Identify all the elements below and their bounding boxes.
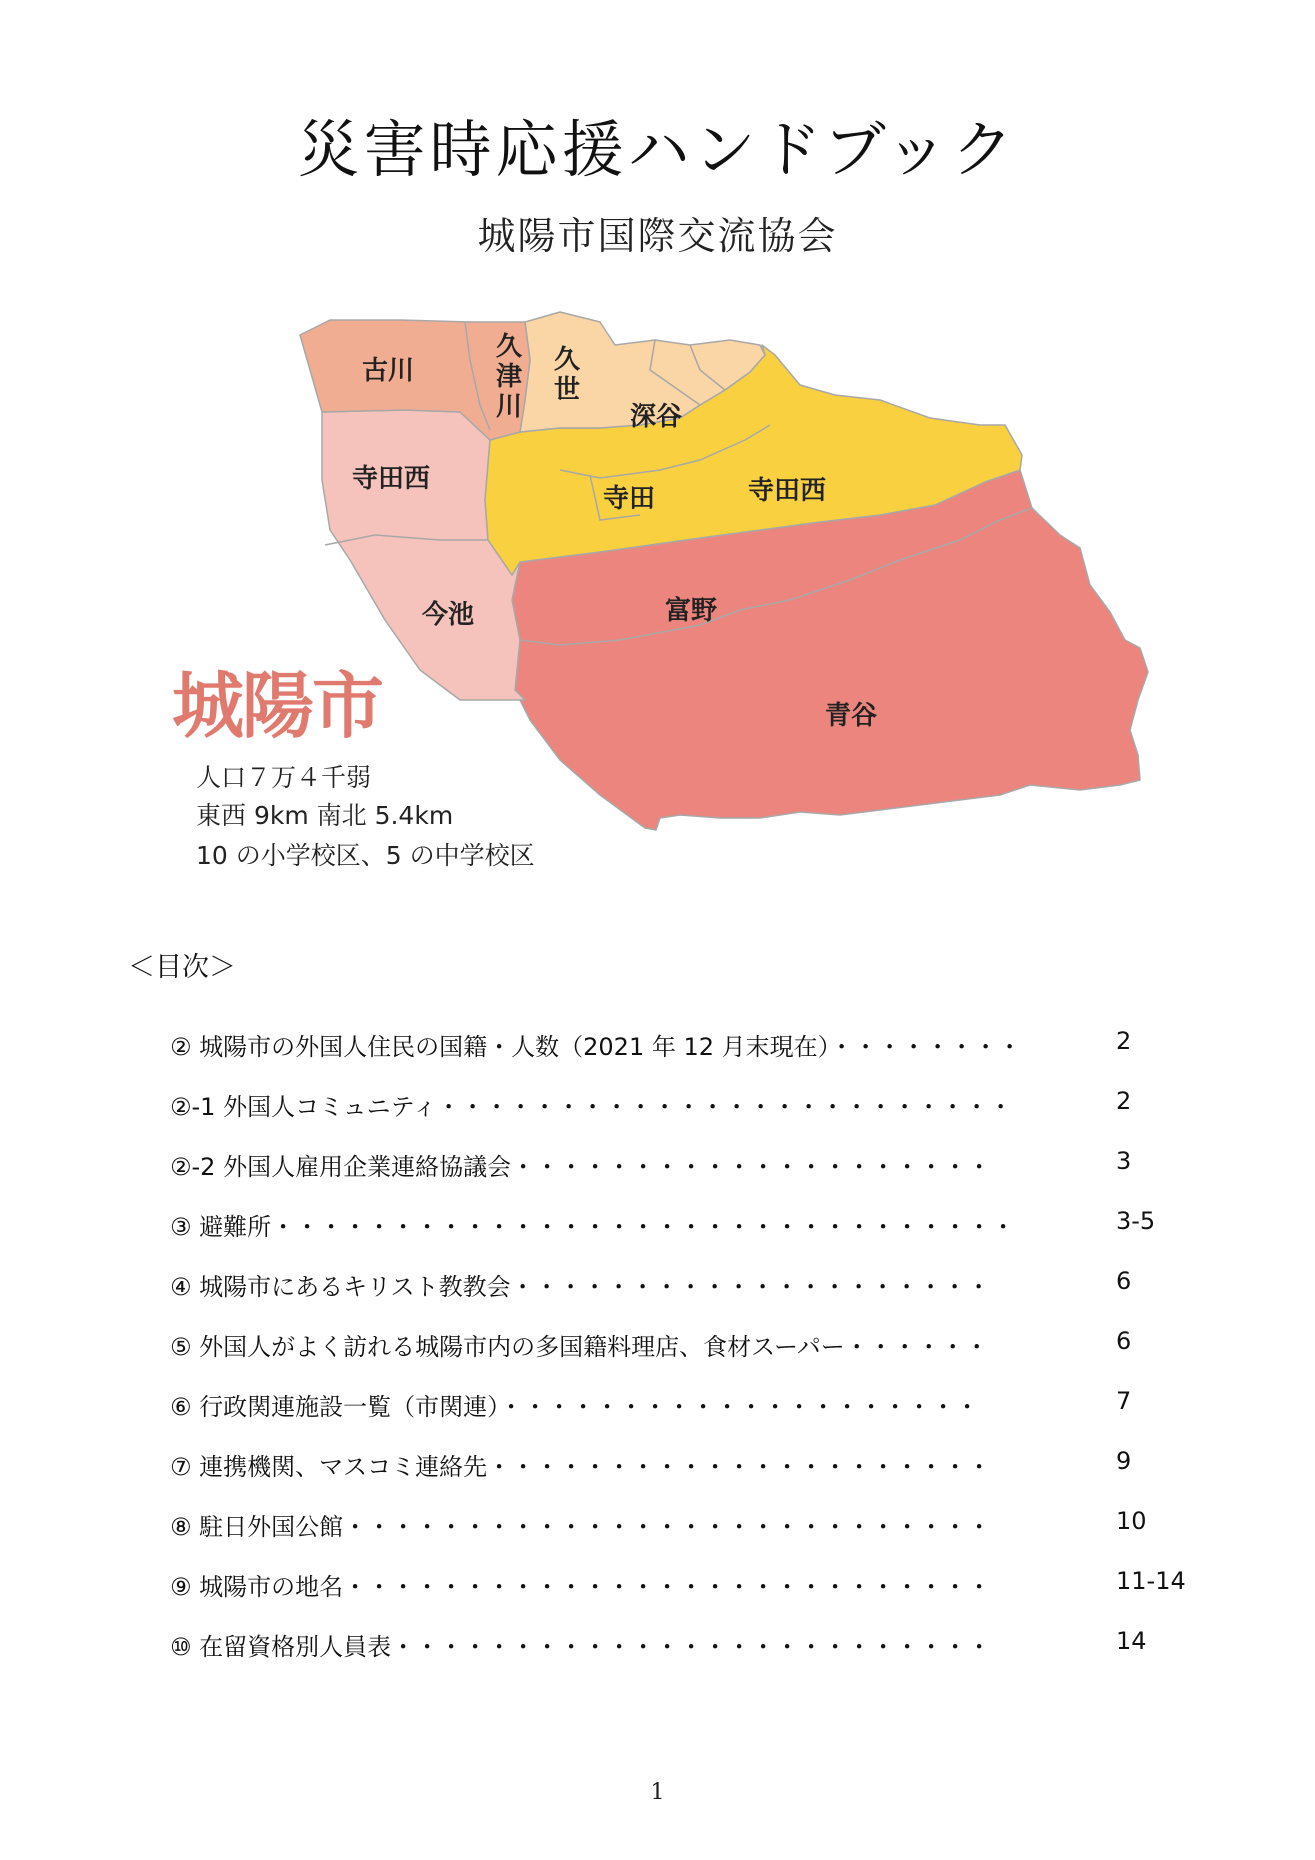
district-label-terada: 寺田 [603, 484, 656, 514]
toc-item-page: 2 [1116, 1087, 1132, 1115]
city-population: 人口７万４千弱 [196, 763, 372, 792]
district-label-fukaya: 深谷 [630, 402, 683, 432]
district-label-kutsukawa: 久津川 [496, 332, 523, 422]
toc-item[interactable] [170, 1447, 1130, 1487]
document-subtitle: 城陽市国際交流協会 [477, 214, 838, 258]
document-title: 災害時応援ハンドブック [297, 113, 1018, 186]
district-label-furukawa: 古川 [362, 356, 415, 386]
district-label-tomino: 富野 [665, 596, 718, 626]
toc-item[interactable] [170, 1027, 1130, 1067]
toc-item-label: ②-1 外国人コミュニティ・・・・・・・・・・・・・・・・・・・・・・・・ [170, 1093, 1013, 1121]
toc-item-label: ②-2 外国人雇用企業連絡協議会・・・・・・・・・・・・・・・・・・・・ [170, 1153, 992, 1181]
toc-heading: ＜目次＞ [128, 952, 236, 983]
district-label-teradanishi-west: 寺田西 [352, 464, 431, 494]
city-name: 城陽市 [172, 664, 383, 748]
district-label-kuse: 久世 [554, 345, 581, 405]
toc-item[interactable] [170, 1147, 1130, 1187]
toc-item-label: ③ 避難所・・・・・・・・・・・・・・・・・・・・・・・・・・・・・・・ [170, 1213, 1016, 1241]
toc-item-page: 14 [1116, 1627, 1147, 1655]
toc-item-page: 2 [1116, 1027, 1132, 1055]
toc-item-label: ④ 城陽市にあるキリスト教教会・・・・・・・・・・・・・・・・・・・・ [170, 1273, 991, 1301]
toc-item-page: 10 [1116, 1507, 1147, 1535]
toc-item-label: ② 城陽市の外国人住民の国籍・人数（2021 年 12 月末現在）・・・・・・・・ [170, 1033, 1022, 1061]
toc-item-page: 6 [1116, 1267, 1132, 1295]
toc-item-label: ⑩ 在留資格別人員表・・・・・・・・・・・・・・・・・・・・・・・・・ [170, 1633, 992, 1661]
toc-item-page: 9 [1116, 1447, 1132, 1475]
toc-item-label: ⑤ 外国人がよく訪れる城陽市内の多国籍料理店、食材スーパー・・・・・・ [170, 1333, 989, 1361]
toc-item[interactable] [170, 1087, 1130, 1127]
page-number: 1 [650, 1780, 665, 1805]
district-label-imaike: 今池 [422, 600, 475, 630]
district-label-aodani: 青谷 [825, 701, 878, 731]
city-dimensions: 東西 9km 南北 5.4km [196, 801, 454, 830]
toc-item[interactable] [170, 1387, 1130, 1427]
toc-item-page: 3 [1116, 1147, 1132, 1175]
toc-item-page: 6 [1116, 1327, 1132, 1355]
toc-item-page: 3-5 [1116, 1207, 1156, 1235]
toc-item[interactable] [170, 1507, 1147, 1547]
toc-item-label: ⑦ 連携機関、マスコミ連絡先・・・・・・・・・・・・・・・・・・・・・ [170, 1453, 992, 1481]
district-label-teradanishi-east: 寺田西 [748, 476, 827, 506]
toc-item[interactable] [170, 1627, 1147, 1667]
toc-item[interactable] [170, 1207, 1156, 1247]
toc-item-page: 7 [1116, 1387, 1132, 1415]
toc-item[interactable] [170, 1267, 1130, 1307]
toc-item-label: ⑨ 城陽市の地名・・・・・・・・・・・・・・・・・・・・・・・・・・・ [170, 1573, 992, 1601]
toc-item-label: ⑧ 駐日外国公館・・・・・・・・・・・・・・・・・・・・・・・・・・・ [170, 1513, 992, 1541]
toc-item[interactable] [170, 1327, 1130, 1367]
city-school-districts: 10 の小学校区、5 の中学校区 [196, 841, 535, 870]
toc-item-label: ⑥ 行政関連施設一覧（市関連）・・・・・・・・・・・・・・・・・・・・ [170, 1393, 980, 1421]
toc-item-page: 11-14 [1116, 1567, 1186, 1595]
toc-item[interactable] [170, 1567, 1186, 1607]
